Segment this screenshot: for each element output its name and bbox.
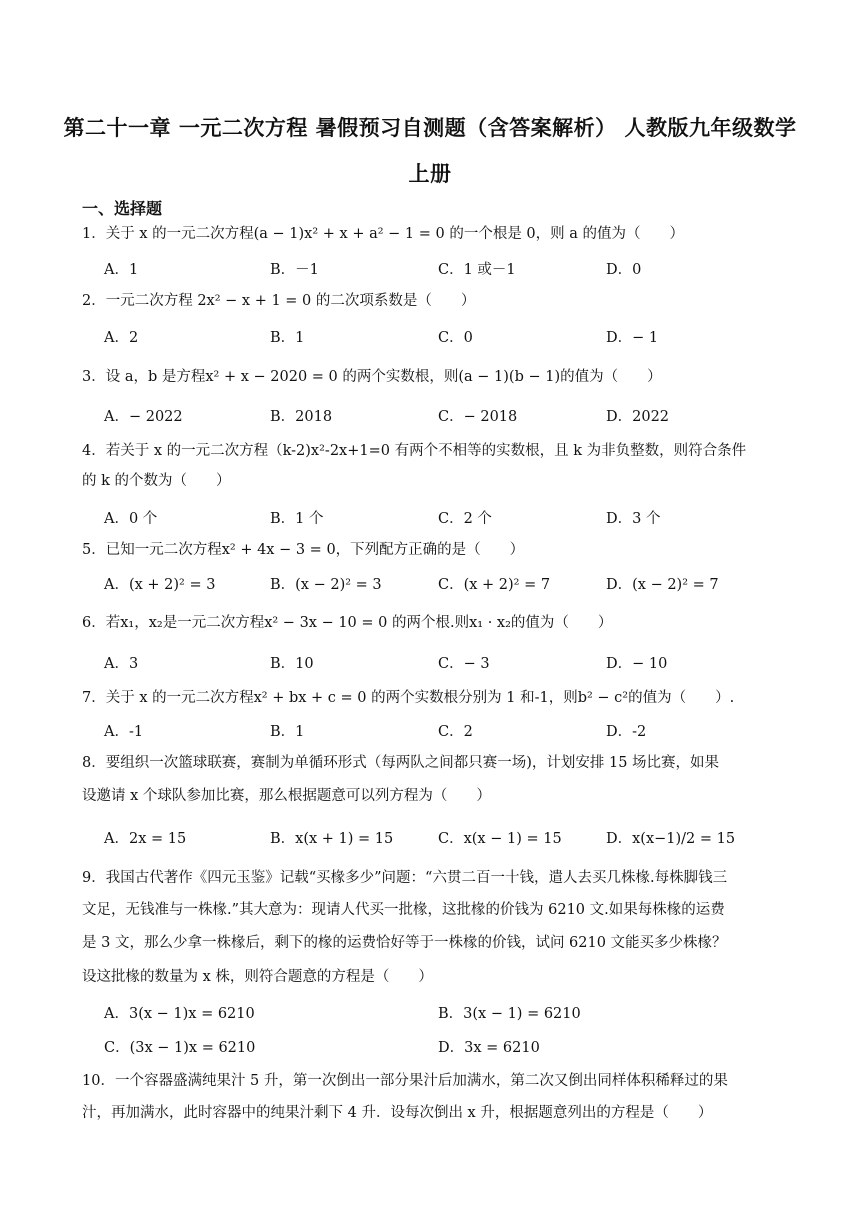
page-title: 第二十一章 一元二次方程 暑假预习自测题（含答案解析） 人教版九年级数学 [63,116,797,140]
option-a: A．2 [104,330,139,346]
section-heading: 一、选择题 [82,199,163,218]
option-b: B．1 [270,330,305,346]
page-title-line2: 上册 [408,162,452,186]
option-d: D．-2 [606,724,647,740]
question-7-options [104,720,784,744]
question-4-cont: 的 k 的个数为（ ） [82,473,231,489]
option-c: C．2 [438,724,473,740]
option-c: C．2 个 [438,511,492,527]
question-8-options [104,827,784,851]
option-b: B．2018 [270,409,333,425]
option-a: A．3 [104,656,139,672]
question-6-options [104,652,784,676]
option-c: C．0 [438,330,473,346]
question-1-options [104,258,784,282]
option-a: A．2x = 15 [104,831,187,847]
option-c: C．− 2018 [438,409,518,425]
question-8: 8．要组织一次篮球联赛，赛制为单循环形式（每两队之间都只赛一场)，计划安排 15 场比赛，如果 [82,755,720,771]
question-9-options-row2 [104,1036,784,1060]
question-9: 9．我国古代著作《四元玉鉴》记载“买椽多少”问题：“六贯二百一十钱，遣人去买几株椽.每株脚钱三 [82,870,728,886]
question-9-cont3: 设这批椽的数量为 x 株，则符合题意的方程是（ ） [82,969,433,985]
option-c: C．x(x − 1) = 15 [438,831,562,847]
question-5-options [104,573,784,597]
option-a: A．-1 [104,724,144,740]
question-6: 6．若x₁，x₂是一元二次方程x² − 3x − 10 = 0 的两个根.则x₁ · x₂的值为（ ） [82,615,613,631]
option-b: B．(x − 2)² = 3 [270,577,382,593]
option-d: D．x(x−1)/2 = 15 [606,831,736,847]
option-c: C．1 或－1 [438,262,516,278]
option-c: C．(x + 2)² = 7 [438,577,551,593]
question-5: 5．已知一元二次方程x² + 4x − 3 = 0，下列配方正确的是（ ） [82,542,525,558]
option-b: B．1 [270,724,305,740]
option-d: D．− 1 [606,330,659,346]
question-7: 7．关于 x 的一元二次方程x² + bx + c = 0 的两个实数根分别为 1 和-1，则b² − c²的值为（ ）. [82,690,735,706]
question-10: 10．一个容器盛满纯果汁 5 升，第一次倒出一部分果汁后加满水，第二次又倒出同样体积稀释过的果 [82,1073,728,1089]
option-d: D．0 [606,262,642,278]
question-1: 1．关于 x 的一元二次方程(a − 1)x² + x + a² − 1 = 0 的一个根是 0，则 a 的值为（ ） [82,226,685,242]
question-4-options [104,507,784,531]
option-d: D．3x = 6210 [438,1040,540,1056]
option-a: A．− 2022 [104,409,183,425]
question-9-cont2: 是 3 文，那么少拿一株椽后，剩下的椽的运费恰好等于一株椽的价钱，试问 6210 文能买多少株椽？ [82,935,727,951]
option-d: D．2022 [606,409,670,425]
question-3-options [104,405,784,429]
option-d: D．− 10 [606,656,668,672]
option-a: A．3(x − 1)x = 6210 [104,1006,255,1022]
option-a: A．1 [104,262,139,278]
question-2-options [104,326,784,350]
option-a: A．(x + 2)² = 3 [104,577,216,593]
question-9-options-row1 [104,1002,784,1026]
option-b: B．x(x + 1) = 15 [270,831,394,847]
option-b: B．10 [270,656,314,672]
question-8-cont: 设邀请 x 个球队参加比赛，那么根据题意可以列方程为（ ） [82,788,491,804]
option-d: D．(x − 2)² = 7 [606,577,719,593]
question-3: 3．设 a，b 是方程x² + x − 2020 = 0 的两个实数根，则(a − 1)(b − 1)的值为（ ） [82,369,662,385]
option-c: C．(3x − 1)x = 6210 [104,1040,256,1056]
question-2: 2．一元二次方程 2x² − x + 1 = 0 的二次项系数是（ ） [82,293,476,309]
question-10-cont: 汁，再加满水，此时容器中的纯果汁剩下 4 升．设每次倒出 x 升，根据题意列出的方程是（ ） [82,1105,713,1121]
option-d: D．3 个 [606,511,661,527]
question-9-cont1: 文足，无钱准与一株椽.”其大意为：现请人代买一批椽，这批椽的价钱为 6210 文.如果每株椽的运费 [82,902,725,918]
question-4: 4．若关于 x 的一元二次方程（k-2)x²-2x+1=0 有两个不相等的实数根，且 k 为非负整数，则符合条件 [82,443,747,459]
option-c: C．− 3 [438,656,490,672]
option-b: B．－1 [270,262,319,278]
option-b: B．1 个 [270,511,324,527]
option-b: B．3(x − 1) = 6210 [438,1006,581,1022]
option-a: A．0 个 [104,511,158,527]
